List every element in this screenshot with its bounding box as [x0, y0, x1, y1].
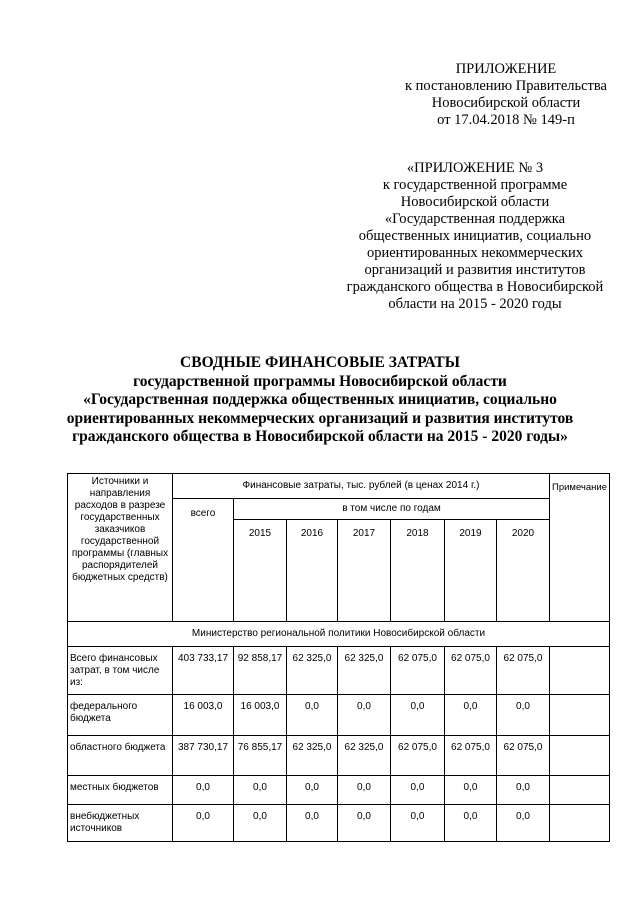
row-label: внебюджетных источников — [68, 805, 173, 842]
approval-date-number: от 17.04.2018 № 149-п — [437, 112, 575, 128]
table-row — [68, 695, 610, 736]
cell-note — [550, 647, 610, 695]
table-row — [68, 805, 610, 842]
cell-value: 62 325,0 — [338, 736, 391, 776]
cell-value: 62 075,0 — [497, 736, 550, 776]
cell-value: 0,0 — [497, 776, 550, 805]
table-row — [68, 647, 610, 695]
title-line: «Государственная поддержка общественных инициатив, социально — [83, 391, 557, 408]
cell-note — [550, 805, 610, 842]
cell-value: 62 075,0 — [391, 736, 445, 776]
cell-value: 0,0 — [497, 695, 550, 736]
header-year: 2019 — [445, 520, 497, 622]
header-year: 2016 — [287, 520, 338, 622]
header-financial-costs: Финансовые затраты, тыс. рублей (в ценах 2014 г.) — [173, 474, 550, 499]
cell-value: 0,0 — [391, 695, 445, 736]
cell-total: 0,0 — [173, 776, 234, 805]
cell-value: 0,0 — [234, 776, 287, 805]
cell-value: 0,0 — [497, 805, 550, 842]
header-year: 2017 — [338, 520, 391, 622]
cell-value: 62 075,0 — [497, 647, 550, 695]
appendix-block — [315, 160, 635, 313]
cell-value: 92 858,17 — [234, 647, 287, 695]
cell-total: 403 733,17 — [173, 647, 234, 695]
cell-note — [550, 695, 610, 736]
approval-heading: ПРИЛОЖЕНИЕ — [455, 61, 557, 77]
cell-total: 16 003,0 — [173, 695, 234, 736]
header-sources: Источники и направления расходов в разрезе государственных заказчиков государственной программы (главных распорядителей бюджетных средств) — [68, 474, 173, 622]
approval-region: Новосибирской области — [431, 95, 581, 111]
appendix-line: ориентированных некоммерческих — [366, 245, 583, 261]
cell-value: 0,0 — [287, 805, 338, 842]
row-label: областного бюджета — [68, 736, 173, 776]
cell-value: 62 075,0 — [445, 647, 497, 695]
cell-value: 0,0 — [445, 805, 497, 842]
header-note: Примечание — [550, 474, 610, 622]
header-year: 2020 — [497, 520, 550, 622]
financial-costs-table — [67, 473, 610, 842]
cell-value: 0,0 — [445, 776, 497, 805]
cell-note — [550, 776, 610, 805]
cell-note — [550, 736, 610, 776]
cell-value: 76 855,17 — [234, 736, 287, 776]
header-year: 2018 — [391, 520, 445, 622]
table-row — [68, 776, 610, 805]
appendix-line: «Государственная поддержка — [384, 211, 566, 227]
table-row — [68, 736, 610, 776]
cell-value: 0,0 — [234, 805, 287, 842]
appendix-line: Новосибирской области — [400, 194, 550, 210]
approval-resolution: к постановлению Правительства — [405, 78, 607, 94]
header-year: 2015 — [234, 520, 287, 622]
title-line: СВОДНЫЕ ФИНАНСОВЫЕ ЗАТРАТЫ — [180, 354, 460, 371]
cell-value: 0,0 — [338, 776, 391, 805]
cell-value: 0,0 — [338, 695, 391, 736]
header-total: всего — [173, 499, 234, 622]
appendix-line: общественных инициатив, социально — [358, 228, 592, 244]
cell-value: 0,0 — [338, 805, 391, 842]
appendix-line: к государственной программе — [382, 177, 568, 193]
cell-value: 0,0 — [287, 695, 338, 736]
cell-value: 0,0 — [445, 695, 497, 736]
cell-value: 16 003,0 — [234, 695, 287, 736]
cell-value: 62 325,0 — [287, 736, 338, 776]
title-line: государственной программы Новосибирской области — [133, 372, 507, 390]
cell-value: 62 325,0 — [287, 647, 338, 695]
approval-block — [390, 61, 622, 129]
cell-total: 387 730,17 — [173, 736, 234, 776]
cell-total: 0,0 — [173, 805, 234, 842]
appendix-line: организаций и развития институтов — [364, 262, 586, 278]
title-line: ориентированных некоммерческих организаций и развития институтов — [66, 409, 574, 427]
document-title — [40, 354, 600, 447]
cell-value: 0,0 — [287, 776, 338, 805]
cell-value: 62 075,0 — [391, 647, 445, 695]
cell-value: 0,0 — [391, 776, 445, 805]
cell-value: 62 325,0 — [338, 647, 391, 695]
ministry-row: Министерство региональной политики Новосибирской области — [68, 622, 610, 647]
appendix-line: «ПРИЛОЖЕНИЕ № 3 — [406, 160, 544, 176]
cell-value: 0,0 — [391, 805, 445, 842]
row-label: местных бюджетов — [68, 776, 173, 805]
row-label: Всего финансовых затрат, в том числе из: — [68, 647, 173, 695]
title-line: гражданского общества в Новосибирской области на 2015 - 2020 годы» — [72, 428, 568, 445]
appendix-line: области на 2015 - 2020 годы — [388, 296, 562, 312]
appendix-line: гражданского общества в Новосибирской — [346, 279, 604, 295]
cell-value: 62 075,0 — [445, 736, 497, 776]
row-label: федерального бюджета — [68, 695, 173, 736]
header-including-by-year: в том числе по годам — [234, 499, 550, 520]
